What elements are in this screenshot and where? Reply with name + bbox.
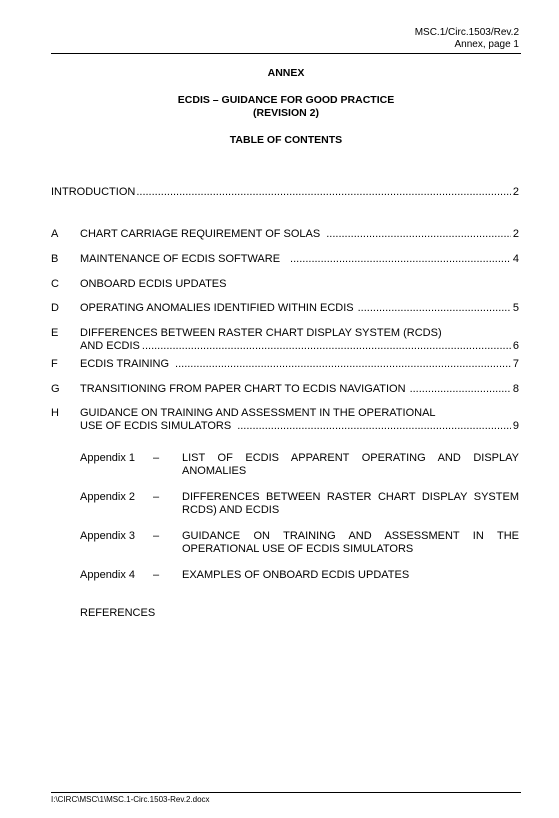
toc-appendix-1[interactable] xyxy=(80,452,519,478)
section-letter: B xyxy=(51,253,59,265)
dot-leader xyxy=(136,186,511,199)
dot-leader xyxy=(175,358,511,371)
appendix-dash: – xyxy=(153,569,160,581)
section-letter: F xyxy=(51,358,58,370)
appendix-title-line: DIFFERENCES BETWEEN RASTER CHART DISPLAY SYSTEM xyxy=(182,491,519,503)
toc-entry-label: GUIDANCE ON TRAINING AND ASSESSMENT IN THE OPERATIONAL xyxy=(80,407,436,419)
toc-page-number: 4 xyxy=(512,253,519,265)
toc-entry-d[interactable] xyxy=(51,302,519,315)
toc-appendix-2[interactable] xyxy=(80,491,519,517)
toc-entry-label: CHART CARRIAGE REQUIREMENT OF SOLAS xyxy=(80,228,321,240)
toc-entry-c[interactable] xyxy=(51,278,519,291)
toc-entry-label-continued: USE OF ECDIS SIMULATORS xyxy=(80,420,232,432)
appendix-title xyxy=(182,530,519,556)
header-rule xyxy=(51,53,521,54)
dot-leader xyxy=(142,340,511,353)
toc-references[interactable]: REFERENCES xyxy=(80,607,156,619)
section-letter: C xyxy=(51,278,59,290)
dot-leader xyxy=(358,302,511,315)
document-title: ECDIS – GUIDANCE FOR GOOD PRACTICE xyxy=(177,94,395,106)
toc-entry-b[interactable] xyxy=(51,253,519,266)
toc-entry-label: TRANSITIONING FROM PAPER CHART TO ECDIS NAVIGATION xyxy=(80,383,406,395)
toc-appendix-4[interactable] xyxy=(80,569,519,582)
appendix-title-line: LIST OF ECDIS APPARENT OPERATING AND DISPLAY xyxy=(182,452,519,464)
appendix-title-line: RCDS) AND ECDIS xyxy=(182,504,280,516)
toc-heading: TABLE OF CONTENTS xyxy=(229,134,343,146)
toc-page-number: 8 xyxy=(512,383,519,395)
appendix-label: Appendix 3 xyxy=(80,530,136,542)
document-reference: MSC.1/Circ.1503/Rev.2 xyxy=(414,27,519,38)
appendix-title xyxy=(182,569,519,582)
toc-entry-introduction[interactable] xyxy=(51,186,519,199)
appendix-title xyxy=(182,491,519,517)
annex-heading: ANNEX xyxy=(267,67,305,79)
toc-entry-f[interactable] xyxy=(51,358,519,371)
document-subtitle: (REVISION 2) xyxy=(253,107,319,119)
toc-entry-label: DIFFERENCES BETWEEN RASTER CHART DISPLAY SYSTEM (RCDS) xyxy=(80,327,442,339)
toc-page-number: 9 xyxy=(512,420,519,432)
appendix-dash: – xyxy=(153,452,160,464)
toc-page-number: 2 xyxy=(512,186,519,198)
file-path: I:\CIRC\MSC\1\MSC.1-Circ.1503-Rev.2.docx xyxy=(51,795,210,804)
toc-entry-label: OPERATING ANOMALIES IDENTIFIED WITHIN ECDIS xyxy=(80,302,354,314)
section-letter: D xyxy=(51,302,59,314)
toc-entry-label: ONBOARD ECDIS UPDATES xyxy=(80,278,227,290)
appendix-dash: – xyxy=(153,491,160,503)
toc-entry-a[interactable] xyxy=(51,228,519,241)
dot-leader xyxy=(237,420,511,433)
toc-entry-label: INTRODUCTION xyxy=(51,186,136,198)
dot-leader xyxy=(290,253,511,266)
page-label: Annex, page 1 xyxy=(454,39,519,50)
toc-entry-label: ECDIS TRAINING xyxy=(80,358,170,370)
appendix-title-line: OPERATIONAL USE OF ECDIS SIMULATORS xyxy=(182,543,414,555)
section-letter: A xyxy=(51,228,59,240)
appendix-label: Appendix 2 xyxy=(80,491,136,503)
appendix-title-line: EXAMPLES OF ONBOARD ECDIS UPDATES xyxy=(182,569,410,581)
toc-page-number: 6 xyxy=(512,340,519,352)
section-letter: G xyxy=(51,383,60,395)
appendix-title xyxy=(182,452,519,478)
appendix-title-line: GUIDANCE ON TRAINING AND ASSESSMENT IN THE xyxy=(182,530,519,542)
section-letter: H xyxy=(51,407,59,419)
footer-rule xyxy=(51,792,521,793)
toc-page-number: 5 xyxy=(512,302,519,314)
toc-entry-e[interactable] xyxy=(51,327,519,353)
toc-entry-label-continued: AND ECDIS xyxy=(80,340,140,352)
toc-page-number: 2 xyxy=(512,228,519,240)
toc-appendix-3[interactable] xyxy=(80,530,519,556)
section-letter: E xyxy=(51,327,59,339)
toc-page-number: 7 xyxy=(512,358,519,370)
appendix-dash: – xyxy=(153,530,160,542)
dot-leader xyxy=(410,383,511,396)
toc-entry-h[interactable] xyxy=(51,407,519,433)
dot-leader xyxy=(326,228,511,241)
toc-entry-label: MAINTENANCE OF ECDIS SOFTWARE xyxy=(80,253,281,265)
appendix-label: Appendix 4 xyxy=(80,569,136,581)
toc-entry-g[interactable] xyxy=(51,383,519,396)
appendix-title-line: ANOMALIES xyxy=(182,465,247,477)
appendix-label: Appendix 1 xyxy=(80,452,136,464)
